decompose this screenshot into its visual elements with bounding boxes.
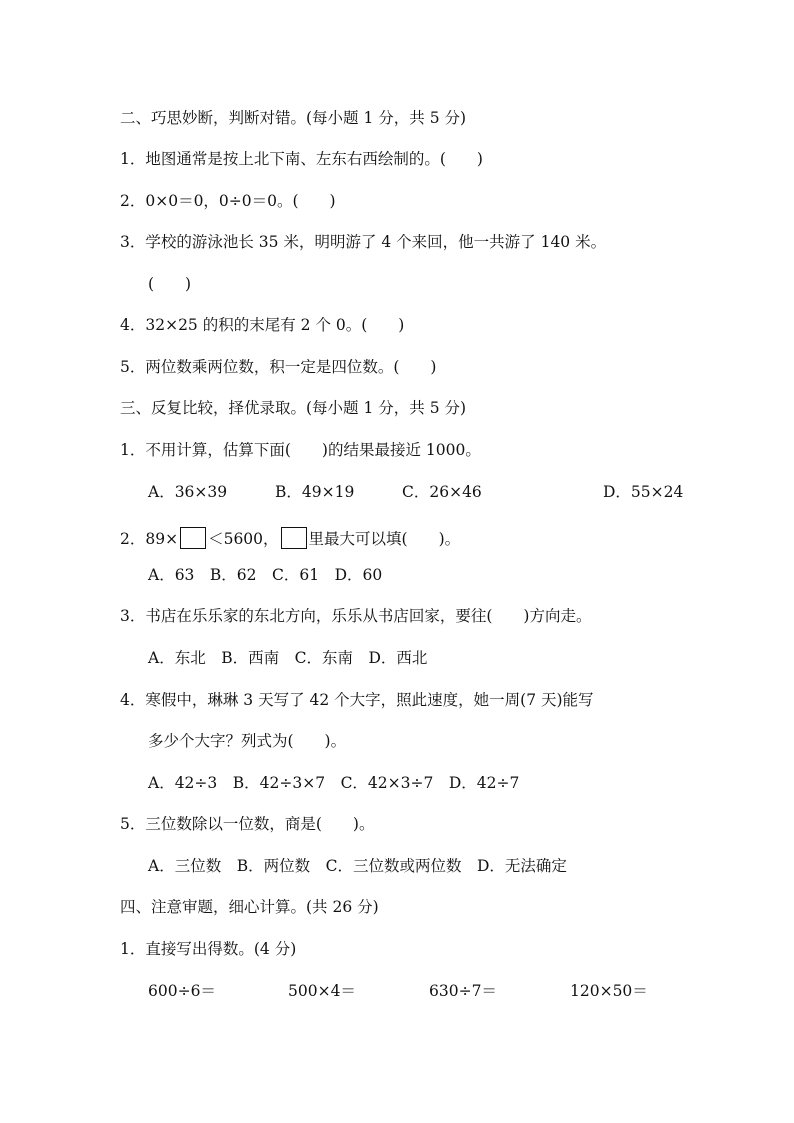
section-3-question-3-options: A．东北 B．西南 C．东南 D．西北 xyxy=(148,649,428,667)
section-3-question-1: 1．不用计算，估算下面( )的结果最接近 1000。 xyxy=(120,441,481,459)
section-3-question-3: 3．书店在乐乐家的东北方向，乐乐从书店回家，要往( )方向走。 xyxy=(120,607,592,625)
calc-item: 500×4＝ xyxy=(288,982,356,1000)
calc-item: 600÷6＝ xyxy=(148,982,216,1000)
section-3-question-5-options: A．三位数 B．两位数 C．三位数或两位数 D．无法确定 xyxy=(148,857,567,875)
section-2-question-3: 3．学校的游泳池长 35 米，明明游了 4 个来回，他一共游了 140 米。 xyxy=(120,233,607,251)
section-4-heading: 四、注意审题，细心计算。(共 26 分) xyxy=(120,898,379,916)
answer-box xyxy=(180,527,206,549)
question-2-part-3: 里最大可以填( )。 xyxy=(308,530,461,548)
section-4-question-1: 1．直接写出得数。(4 分) xyxy=(120,940,297,958)
option-d: D．55×24 xyxy=(603,483,684,501)
option-b: B．49×19 xyxy=(275,483,355,501)
answer-box xyxy=(281,527,307,549)
section-2-question-4: 4．32×25 的积的末尾有 2 个 0。( ) xyxy=(120,316,405,334)
section-2-question-5: 5．两位数乘两位数，积一定是四位数。( ) xyxy=(120,358,437,376)
section-3-question-2 xyxy=(120,527,794,550)
calc-item: 630÷7＝ xyxy=(429,982,497,1000)
section-2-question-3-answer-slot: ( ) xyxy=(148,275,192,293)
question-2-part-1: 2．89× xyxy=(120,530,179,548)
option-a: A．36×39 xyxy=(148,483,228,501)
section-3-question-2-options: A．63 B．62 C．61 D．60 xyxy=(148,566,383,584)
section-3-question-4-continued: 多少个大字？列式为( )。 xyxy=(148,732,347,750)
question-2-part-2: ＜5600， xyxy=(208,530,279,548)
option-c: C．26×46 xyxy=(402,483,482,501)
section-3-question-4-options: A．42÷3 B．42÷3×7 C．42×3÷7 D．42÷7 xyxy=(148,774,520,792)
section-2-question-2: 2．0×0＝0，0÷0＝0。( ) xyxy=(120,192,336,210)
section-2-question-1: 1．地图通常是按上北下南、左东右西绘制的。( ) xyxy=(120,150,483,168)
section-3-question-4: 4．寒假中，琳琳 3 天写了 42 个大字，照此速度，她一周(7 天)能写 xyxy=(120,691,594,709)
calc-item: 120×50＝ xyxy=(570,982,648,1000)
section-2-heading: 二、巧思妙断，判断对错。(每小题 1 分，共 5 分) xyxy=(120,109,467,127)
section-3-question-5: 5．三位数除以一位数，商是( )。 xyxy=(120,815,375,833)
section-3-heading: 三、反复比较，择优录取。(每小题 1 分，共 5 分) xyxy=(120,399,467,417)
